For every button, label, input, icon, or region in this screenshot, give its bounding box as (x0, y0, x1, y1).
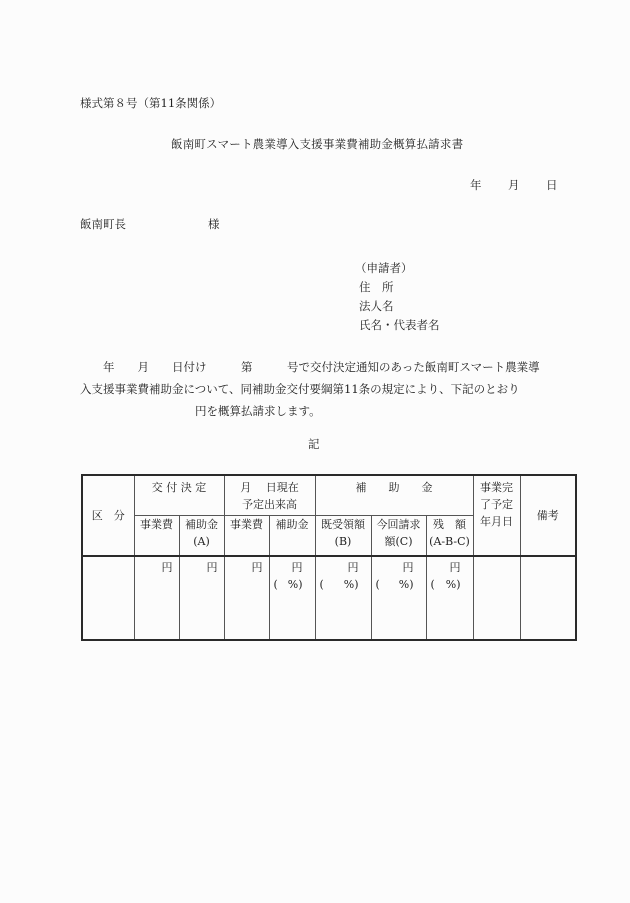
subheader-decision-subsidy (179, 515, 224, 556)
percent-field (316, 576, 365, 593)
addressee (80, 217, 220, 231)
addressee-honorific: 様 (208, 217, 220, 231)
cell-received[interactable] (315, 556, 371, 640)
yen-unit: 円 (347, 561, 359, 574)
yen-unit: 円 (449, 561, 461, 574)
header-grant-decision: 交 付 決 定 (134, 475, 224, 515)
paren-open: ( (273, 578, 278, 591)
header-completion-line3: 年月日 (480, 515, 513, 528)
body-line-2: 入支援事業費補助金について、同補助金交付要綱第11条の規定により、下記のとおり (80, 382, 520, 396)
percent-field (372, 576, 420, 593)
subheader-current-claim-label: 今回請求 (376, 517, 421, 531)
body-line-3: 円を概算払請求します。 (80, 404, 321, 418)
ki-heading: 記 (308, 437, 320, 451)
date-year: 年 (470, 178, 482, 192)
cell-progress-cost[interactable]: 円 (224, 556, 269, 640)
cell-balance[interactable] (426, 556, 473, 640)
applicant-block (355, 259, 440, 335)
header-progress (224, 475, 315, 515)
representative-label: 氏名・代表者名 (359, 318, 440, 332)
subheader-balance-label: 残 額 (433, 517, 466, 531)
cell-completion-date[interactable] (473, 556, 520, 640)
header-progress-line2: 予定出来高 (242, 498, 297, 511)
percent-close: %) (398, 578, 414, 591)
subheader-received-label: 既受領額 (321, 517, 365, 531)
paren-open: ( (430, 578, 435, 591)
applicant-heading: （申請者） (355, 261, 413, 275)
corporation-label: 法人名 (359, 299, 394, 313)
addressee-name: 飯南町長 (80, 217, 126, 231)
header-completion-line2: 了予定 (480, 498, 513, 511)
document-title: 飯南町スマート農業導入支援事業費補助金概算払請求書 (171, 137, 464, 151)
date-line (470, 180, 558, 192)
body-line-1: 年 月 日付け 第 号で交付決定通知のあった飯南町スマート農業導 (80, 360, 540, 374)
request-body (80, 356, 560, 422)
header-category: 区 分 (82, 475, 134, 556)
table-row (82, 556, 576, 640)
subheader-balance (426, 515, 473, 556)
subheader-progress-cost: 事業費 (224, 515, 269, 556)
header-subsidy: 補 助 金 (315, 475, 473, 515)
header-progress-line1: 月 日現在 (240, 481, 299, 494)
cell-progress-subsidy[interactable] (269, 556, 315, 640)
subheader-balance-note: (A-B-C) (429, 534, 470, 548)
cell-category[interactable] (82, 556, 134, 640)
subheader-progress-subsidy: 補助金 (269, 515, 315, 556)
percent-close: %) (445, 578, 461, 591)
yen-unit: 円 (291, 561, 303, 574)
subheader-received-note: (B) (334, 534, 352, 548)
header-remarks: 備考 (520, 475, 576, 556)
subheader-decision-subsidy-note: (A) (193, 534, 210, 548)
header-completion-date (473, 475, 520, 556)
cell-decision-cost[interactable]: 円 (134, 556, 179, 640)
percent-field (270, 576, 309, 593)
header-completion-line1: 事業完 (480, 481, 513, 494)
paren-open: ( (375, 578, 380, 591)
date-month: 月 (508, 178, 520, 192)
address-label: 住 所 (359, 280, 394, 294)
yen-unit: 円 (402, 561, 414, 574)
paren-open: ( (319, 578, 324, 591)
subheader-current-claim-note: 額(C) (384, 534, 413, 548)
subheader-decision-cost: 事業費 (134, 515, 179, 556)
subheader-received (315, 515, 371, 556)
cell-current-claim[interactable] (371, 556, 426, 640)
claim-table (81, 474, 577, 641)
percent-field (427, 576, 467, 593)
subheader-current-claim (371, 515, 426, 556)
cell-remarks[interactable] (520, 556, 576, 640)
percent-close: %) (287, 578, 303, 591)
subheader-decision-subsidy-label: 補助金 (185, 517, 218, 531)
cell-decision-subsidy[interactable]: 円 (179, 556, 224, 640)
date-day: 日 (546, 178, 558, 192)
percent-close: %) (343, 578, 359, 591)
form-number: 様式第８号（第11条関係） (80, 96, 222, 110)
